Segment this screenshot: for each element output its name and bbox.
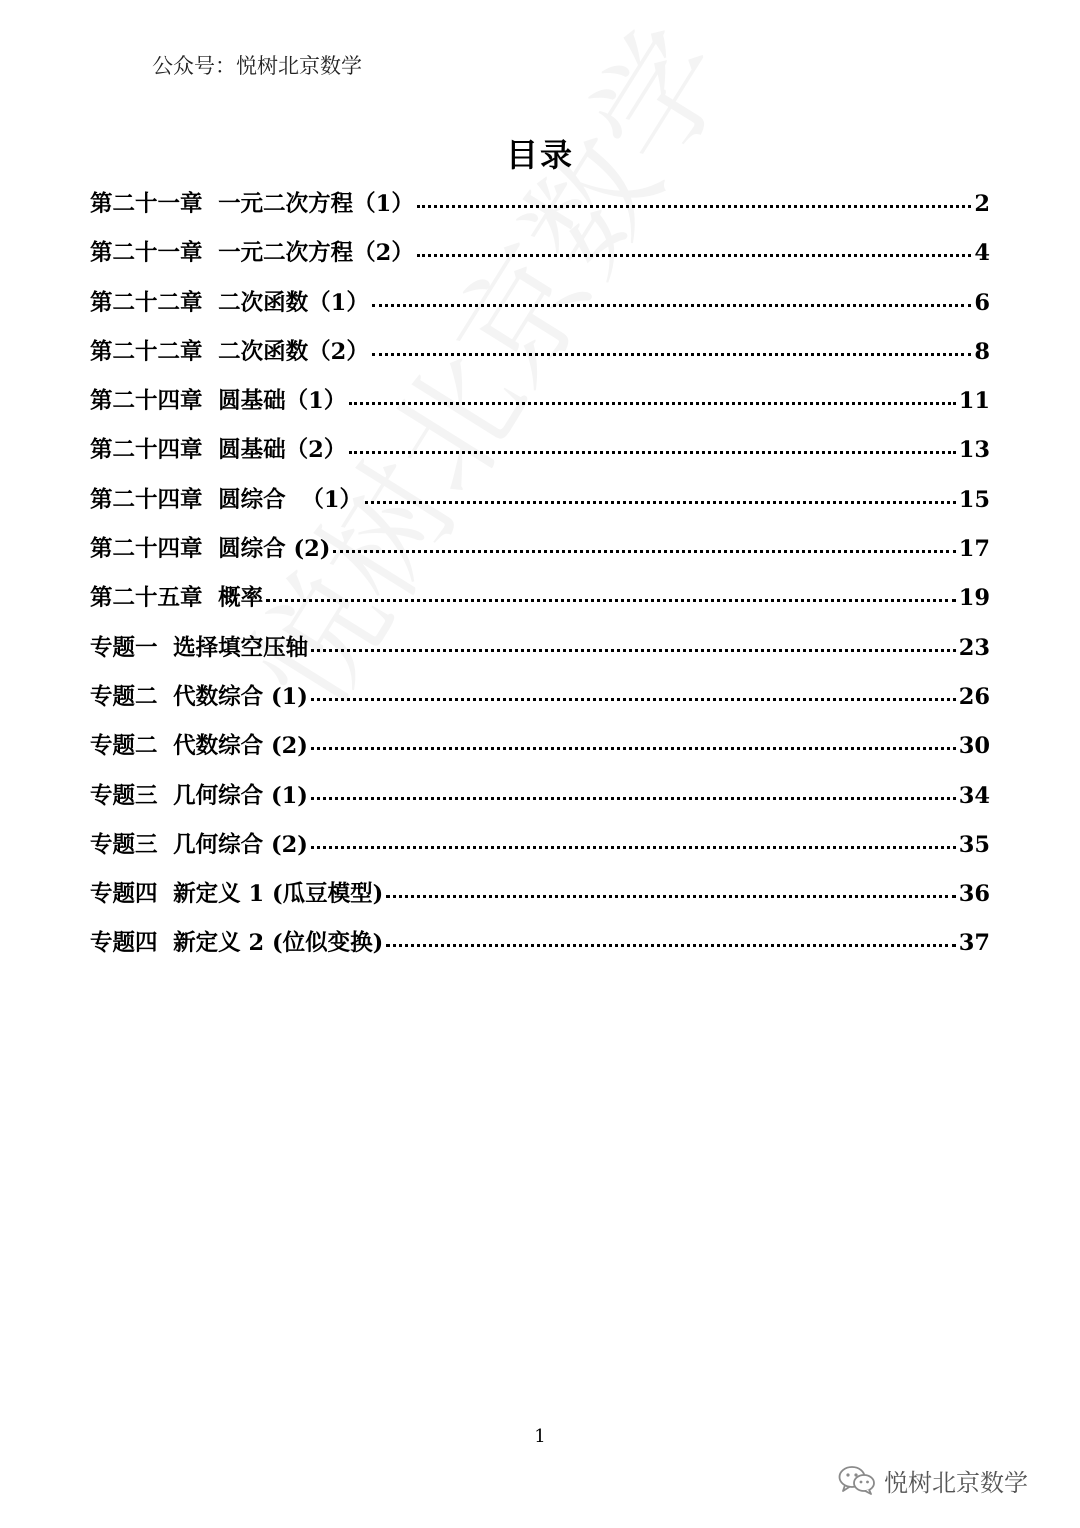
toc-entry-page: 23 [958,634,990,661]
dot-leader [349,451,955,454]
dot-leader [311,797,956,800]
toc-entry-label: 第二十五章 概率 [90,585,264,612]
table-of-contents [90,186,990,975]
toc-entry[interactable] [90,580,990,629]
toc-entry[interactable] [90,778,990,827]
wechat-icon [838,1465,876,1495]
toc-entry[interactable] [90,186,990,235]
toc-entry-label: 第二十四章 圆综合 (2) [90,536,331,563]
toc-entry[interactable] [90,531,990,580]
dot-leader [311,747,956,750]
toc-entry-page: 15 [958,486,990,513]
toc-entry-label: 第二十二章 二次函数（1） [90,289,369,316]
toc-entry-page: 19 [958,585,990,612]
dot-leader [311,649,956,652]
toc-entry-label: 专题四 新定义 2 (位似变换) [90,930,384,957]
toc-entry-label: 专题四 新定义 1 (瓜豆模型) [90,881,384,908]
toc-entry[interactable] [90,630,990,679]
toc-entry-label: 专题三 几何综合 (2) [90,831,308,858]
toc-entry-page: 26 [958,683,990,710]
dot-leader [311,698,956,701]
toc-entry-page: 17 [958,536,990,563]
toc-entry-page: 13 [958,437,990,464]
toc-entry[interactable] [90,925,990,974]
toc-entry[interactable] [90,876,990,925]
toc-entry-page: 35 [958,831,990,858]
toc-entry-page: 36 [958,881,990,908]
dot-leader [417,254,972,257]
toc-entry[interactable] [90,334,990,383]
toc-entry[interactable] [90,383,990,432]
dot-leader [266,599,956,602]
toc-entry[interactable] [90,235,990,284]
header-text: 公众号：悦树北京数学 [152,54,362,78]
dot-leader [349,402,955,405]
brand-text: 悦树北京数学 [884,1468,1028,1497]
brand-badge [838,1462,1028,1498]
dot-leader [372,353,972,356]
toc-entry-label: 第二十四章 圆基础（1） [90,388,347,415]
dot-leader [372,304,972,307]
dot-leader [417,205,972,208]
toc-entry[interactable] [90,679,990,728]
dot-leader [333,550,955,553]
page-title: 目录 [505,136,574,174]
toc-entry-label: 专题一 选择填空压轴 [90,634,309,661]
toc-entry-page: 6 [974,289,990,316]
toc-entry-label: 第二十四章 圆基础（2） [90,437,347,464]
toc-entry-label: 专题二 代数综合 (2) [90,733,308,760]
toc-entry-page: 11 [958,388,990,415]
toc-entry-page: 30 [958,733,990,760]
dot-leader [386,944,955,947]
toc-entry[interactable] [90,482,990,531]
toc-entry-label: 第二十四章 圆综合 （1） [90,486,362,513]
toc-entry[interactable] [90,827,990,876]
toc-entry-label: 第二十一章 一元二次方程（2） [90,240,414,267]
toc-entry-page: 37 [958,930,990,957]
toc-entry-page: 8 [974,338,990,365]
toc-entry[interactable] [90,728,990,777]
dot-leader [311,846,956,849]
toc-entry-label: 专题三 几何综合 (1) [90,782,308,809]
page-number: 1 [534,1426,546,1447]
toc-entry-page: 34 [958,782,990,809]
toc-entry-page: 4 [974,240,990,267]
dot-leader [365,501,956,504]
toc-entry[interactable] [90,432,990,481]
toc-entry-page: 2 [974,191,990,217]
toc-entry-label: 第二十二章 二次函数（2） [90,338,369,365]
toc-entry-label: 第二十一章 一元二次方程（1） [90,191,414,217]
toc-entry[interactable] [90,285,990,334]
dot-leader [386,895,955,898]
toc-entry-label: 专题二 代数综合 (1) [90,683,308,710]
